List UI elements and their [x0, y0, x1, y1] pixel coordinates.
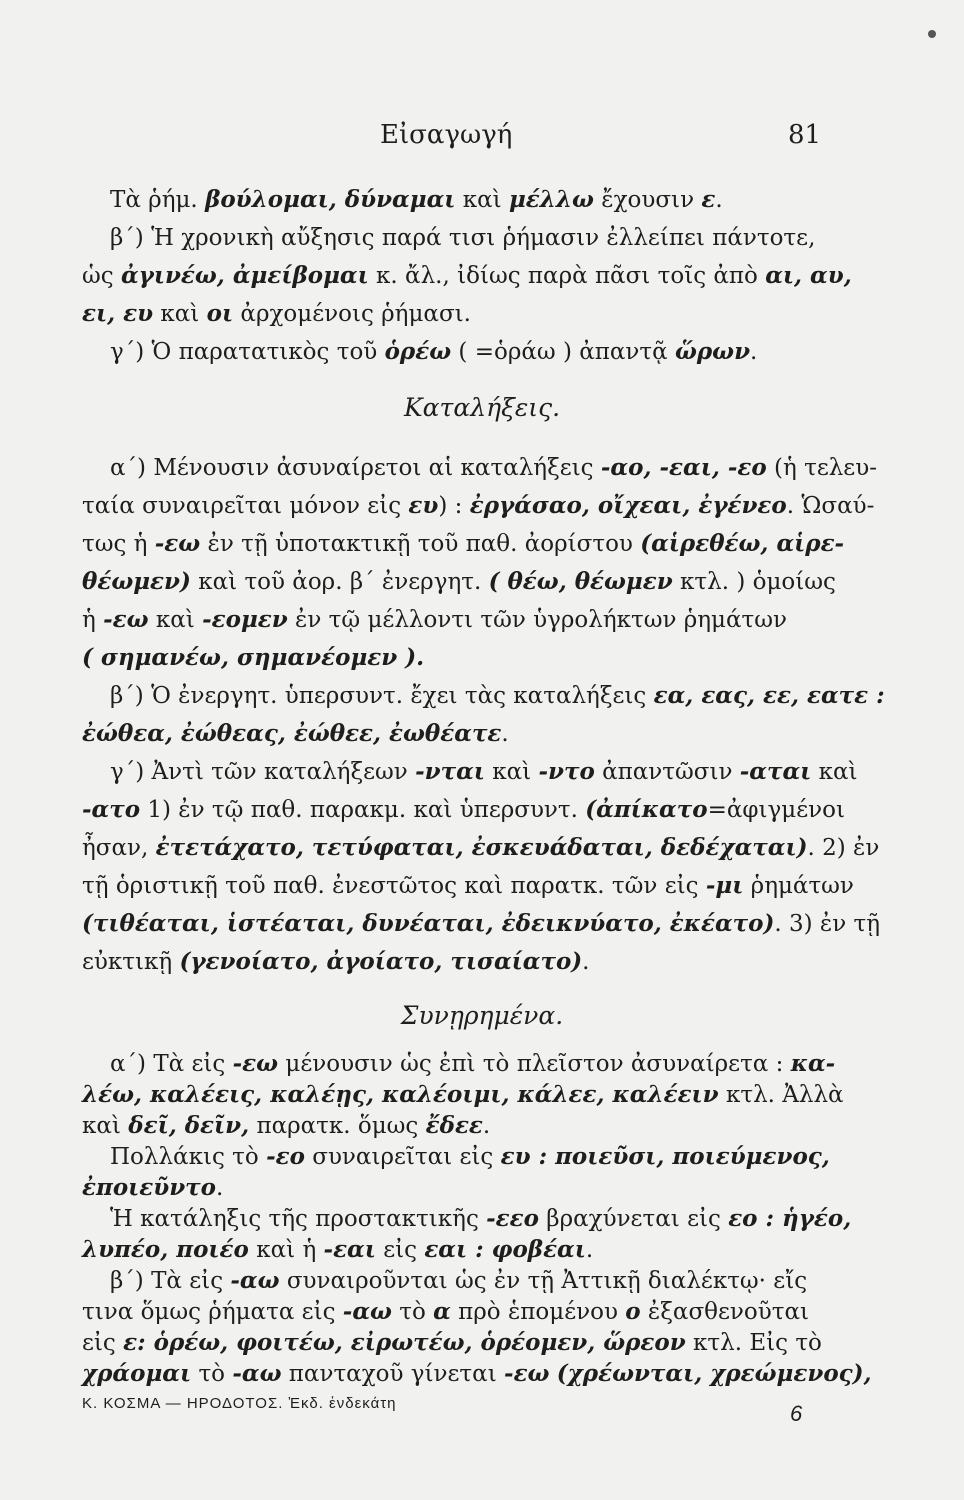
text-run: β΄) Ὁ ἐνεργητ. ὑπερσυντ. ἔχει τὰς καταλήξεις [110, 683, 654, 709]
text-run: . [216, 1175, 224, 1201]
emphasized-term: εαι : φοβέαι [424, 1236, 586, 1263]
text-run: =ἀφιγμένοι [707, 797, 845, 823]
text-run: τινα ὅμως ῥήματα εἰς [82, 1299, 343, 1325]
emphasized-term: -αω [232, 1360, 282, 1387]
text-run: . [585, 1237, 594, 1263]
emphasized-term: -εομεν [202, 606, 288, 633]
text-run: Ἡ κατάληξις τῆς προστακτικῆς [110, 1206, 487, 1232]
text-run: ἔχουσιν [593, 187, 702, 213]
section-heading: Καταλήξεις. [403, 393, 561, 422]
text-line [0, 753, 964, 791]
emphasized-term: ( σημανέω, σημανέομεν ). [82, 644, 425, 671]
emphasized-term: -εο [266, 1143, 305, 1170]
text-run: ἐν τῇ ὑποτακτικῇ τοῦ παθ. ἀορίστου [200, 531, 641, 557]
text-line [0, 181, 964, 219]
emphasized-term: -αω [342, 1298, 392, 1325]
text-line [0, 333, 964, 371]
text-run: . 2) ἐν [807, 835, 880, 861]
page-title: Εἰσαγωγή [380, 120, 513, 150]
text-run: ταία συναιρεῖται μόνον εἰς [82, 493, 409, 519]
text-run: ἐν τῷ μέλλοντι τῶν ὑγρολήκτων ῥημάτων [287, 607, 787, 633]
text-line [0, 905, 964, 943]
emphasized-term: ἐώθεα, ἐώθεας, ἐώθεε, ἐωθέατε [82, 720, 502, 747]
text-run: . [582, 949, 590, 975]
emphasized-term: αι, αυ, [765, 262, 852, 289]
text-line [0, 791, 964, 829]
emphasized-term: -εω [232, 1050, 279, 1077]
text-line [0, 639, 964, 677]
text-run: γ΄) Ἀντὶ τῶν καταλήξεων [110, 759, 416, 785]
text-line [0, 1327, 964, 1358]
signature-mark: 6 [790, 1401, 803, 1426]
text-run: εἰς [375, 1237, 425, 1263]
emphasized-term: λυπέο, ποιέο [82, 1236, 249, 1263]
text-run: β΄) Τὰ εἰς [110, 1268, 231, 1294]
running-header [0, 120, 964, 160]
emphasized-term: ἐποιεῦντο [82, 1174, 217, 1201]
text-line [0, 1296, 964, 1327]
text-run: α΄) Μένουσιν ἀσυναίρετοι αἱ καταλήξεις [110, 455, 601, 481]
text-line [0, 1079, 964, 1110]
text-run: κτλ. ) ὁμοίως [672, 569, 836, 595]
emphasized-term: ει, ευ [82, 300, 154, 327]
emphasized-term: ἐργάσαο, οἴχεαι, ἐγένεο [469, 492, 787, 519]
emphasized-term: (γενοίατο, ἀγοίατο, τισαίατο) [179, 948, 583, 975]
text-run: τως ἡ [82, 531, 155, 557]
text-line [0, 943, 964, 981]
text-line [0, 1141, 964, 1172]
text-run: α΄) Τὰ εἰς [110, 1051, 233, 1077]
emphasized-term: ἀγινέω, ἀμείβομαι [120, 262, 369, 289]
text-run: ἐξασθενοῦται [640, 1299, 810, 1325]
text-line [0, 449, 964, 487]
emphasized-term: (τιθέαται, ἱστέαται, δυνέαται, ἐδεικνύατο, ἐκέατο) [82, 910, 775, 937]
emphasized-term: δεῖ, δεῖν, [128, 1112, 250, 1139]
text-run: ἀρχομένοις ῥήμασι. [233, 301, 471, 327]
emphasized-term: -εαι [323, 1236, 376, 1263]
text-run: κτλ. Εἰς τὸ [685, 1330, 822, 1356]
text-run [549, 1361, 556, 1387]
emphasized-term: ἐτετάχατο, τετύφαται, ἐσκευάδαται, δεδέχαται) [155, 834, 808, 861]
emphasized-term: ( θέω, θέωμεν [488, 568, 673, 595]
emphasized-term: ευ : ποιεῦσι, ποιεύμενος, [500, 1143, 830, 1170]
text-run: καὶ [484, 759, 539, 785]
text-line [0, 1203, 964, 1234]
text-line [0, 1265, 964, 1296]
text-run: . [501, 721, 509, 747]
emphasized-term: -ντο [538, 758, 595, 785]
text-run: εὐκτικῇ [82, 949, 180, 975]
text-run: . [750, 339, 758, 365]
text-run: πανταχοῦ γίνεται [281, 1361, 505, 1387]
page-number: 81 [788, 120, 822, 150]
emphasized-term: εα, εας, εε, εατε : [653, 682, 885, 709]
text-run: τῇ ὁριστικῇ τοῦ παθ. ἐνεστῶτος καὶ παρατκ. τῶν εἰς [82, 873, 706, 899]
text-line [0, 601, 964, 639]
text-run: . [715, 187, 723, 213]
emphasized-term: ε [701, 186, 716, 213]
emphasized-term: ε: ὁρέω, φοιτέω, εἰρωτέω, ὁρέομεν, ὥρεον [123, 1329, 686, 1356]
text-run: β΄) Ἡ χρονικὴ αὔξησις παρά τισι ῥήμασιν ἐλλείπει πάντοτε, [110, 225, 816, 251]
page-footer [0, 1395, 964, 1425]
text-line [0, 1234, 964, 1265]
emphasized-term: θέωμεν) [82, 568, 191, 595]
text-run: Πολλάκις τὸ [110, 1144, 267, 1170]
text-line [0, 257, 964, 295]
text-run: βραχύνεται εἰς [539, 1206, 729, 1232]
text-line [0, 219, 964, 257]
text-run: συναιροῦνται ὡς ἐν τῇ Ἀττικῇ διαλέκτῳ· εἴς [279, 1268, 808, 1294]
text-line [0, 563, 964, 601]
emphasized-term: μέλλω [508, 186, 594, 213]
emphasized-term: -εω [504, 1360, 550, 1387]
emphasized-term: -αω [230, 1267, 280, 1294]
text-run: καὶ [148, 607, 203, 633]
text-run: καὶ [811, 759, 858, 785]
text-line [0, 487, 964, 525]
emphasized-term: (αἱρεθέω, αἱρε- [640, 530, 845, 557]
text-run: . Ὡσαύ- [786, 493, 875, 519]
emphasized-term: εο : ἡγέο, [728, 1205, 852, 1232]
text-run: τὸ [191, 1361, 233, 1387]
footer-imprint: Κ. ΚΟΣΜΑ — ΗΡΟΔΟΤΟΣ. Ἐκδ. ἑνδεκάτη [82, 1395, 397, 1412]
text-run: καὶ [82, 1113, 129, 1139]
emphasized-term: α [433, 1298, 451, 1325]
emphasized-term: ο [625, 1298, 641, 1325]
text-run: . [482, 1113, 491, 1139]
text-run: εἰς [82, 1330, 124, 1356]
text-line [0, 715, 964, 753]
text-run: μένουσιν ὡς ἐπὶ τὸ πλεῖστον ἀσυναίρετα : [278, 1051, 791, 1077]
emphasized-term: ὥρων [674, 338, 751, 365]
text-line [0, 295, 964, 333]
emphasized-term: -αται [739, 758, 812, 785]
text-run: πρὸ ἑπομένου [450, 1299, 626, 1325]
text-run: ) : [438, 493, 470, 519]
text-run: ἡ [82, 607, 104, 633]
emphasized-term: -μι [705, 872, 744, 899]
emphasized-term: -εεο [486, 1205, 539, 1232]
emphasized-term: οι [206, 300, 234, 327]
text-line [0, 829, 964, 867]
text-run: κ. ἄλ., ἰδίως παρὰ πᾶσι τοῖς ἀπὸ [368, 263, 766, 289]
text-run: ἦσαν, [82, 835, 156, 861]
text-run: ὡς [82, 263, 121, 289]
text-run: παρατκ. ὅμως [249, 1113, 426, 1139]
text-run: ( =ὁράω ) ἀπαντᾷ [451, 339, 675, 365]
text-run: (ἡ τελευ- [766, 455, 877, 481]
text-run: καὶ τοῦ ἀορ. β΄ ἐνεργητ. [190, 569, 489, 595]
text-run: ῥημάτων [743, 873, 854, 899]
text-line [0, 867, 964, 905]
text-run: καὶ [455, 187, 509, 213]
emphasized-term: -εω [103, 606, 149, 633]
text-run: κτλ. Ἀλλὰ [718, 1082, 844, 1108]
emphasized-term: κα- [790, 1050, 836, 1077]
emphasized-term: χράομαι [82, 1360, 192, 1387]
text-line [0, 1110, 964, 1141]
text-run: . 3) ἐν τῇ [774, 911, 881, 937]
text-run: ἀπαντῶσιν [594, 759, 740, 785]
emphasized-term: (χρέωνται, χρεώμενος), [556, 1360, 872, 1387]
emphasized-term: -εω [154, 530, 201, 557]
text-line [0, 677, 964, 715]
emphasized-term: ἔδεε [425, 1112, 483, 1139]
text-run: 1) ἐν τῷ παθ. παρακμ. καὶ ὑπερσυντ. [140, 797, 586, 823]
emphasized-term: (ἀπίκατο [585, 796, 708, 823]
text-line [0, 525, 964, 563]
emphasized-term: βούλομαι, δύναμαι [205, 186, 456, 213]
ink-spot [928, 30, 936, 38]
text-run: Τὰ ῥήμ. [110, 187, 206, 213]
text-line [0, 1048, 964, 1079]
text-run: καὶ [153, 301, 207, 327]
text-line [0, 1358, 964, 1389]
emphasized-term: -αο, -εαι, -εο [600, 454, 767, 481]
emphasized-term: -νται [415, 758, 485, 785]
emphasized-term: -ατο [82, 796, 141, 823]
text-run: γ΄) Ὁ παρατατικὸς τοῦ [110, 339, 385, 365]
emphasized-term: ευ [408, 492, 439, 519]
text-run: καὶ ἡ [248, 1237, 324, 1263]
text-line [0, 1172, 964, 1203]
emphasized-term: ὁρέω [384, 338, 452, 365]
text-run: συναιρεῖται εἰς [304, 1144, 501, 1170]
emphasized-term: λέω, καλέεις, καλέῃς, καλέοιμι, κάλεε, καλέειν [82, 1081, 719, 1108]
text-run: τὸ [391, 1299, 434, 1325]
section-heading: Συνῃρημένα. [400, 1001, 564, 1030]
